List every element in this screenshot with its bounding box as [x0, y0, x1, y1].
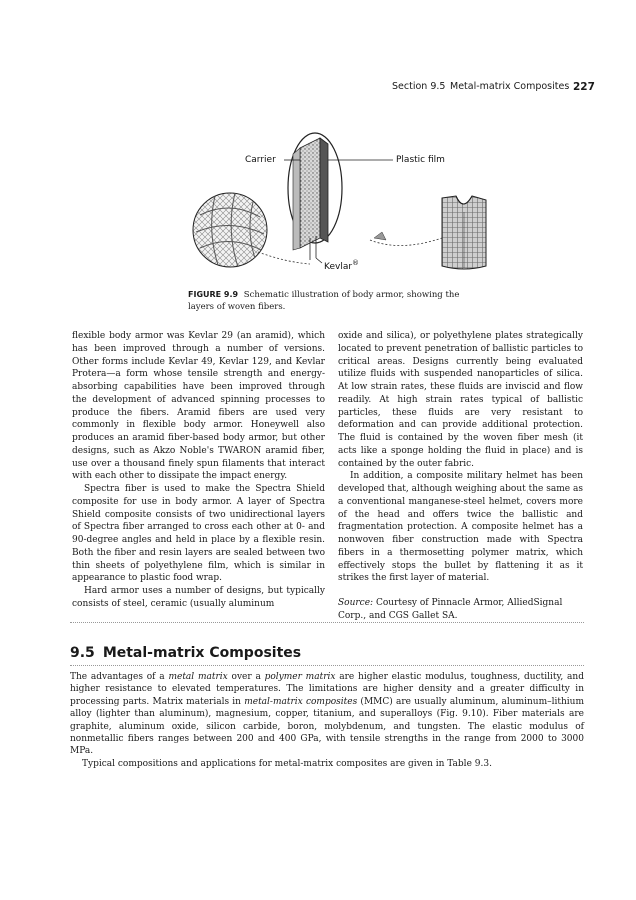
section-title: Metal-matrix Composites	[102, 645, 302, 661]
section-body	[70, 671, 584, 770]
text-run: over a	[227, 672, 265, 682]
figure-number: FIGURE 9.9	[188, 290, 239, 299]
source-text: Courtesy of Pinnacle Armor, AlliedSignal Corp., and CGS Gallet SA.	[338, 598, 563, 621]
text-run: The advantages of a	[70, 672, 169, 682]
figure-body-armor	[160, 120, 490, 285]
page-number: 227	[573, 81, 595, 93]
figure-caption-text: Schematic illustration of body armor, showing the layers of woven fibers.	[188, 290, 460, 312]
armor-layer-stack	[288, 133, 342, 260]
left-paragraph-2: Spectra fiber is used to make the Spectra Shield composite for use in body armor. A layer of Spectra Shield composite consists of two unidirectional layers of Spectra fiber arranged to cross each other at 0- and 90-degree angles and held in place by a flexible resin. Both the fiber and resin layers are sealed between two thin sheets of polyethylene film, which is similar in appearance to plastic food wrap.	[72, 484, 325, 584]
armor-vest	[370, 196, 486, 269]
source-label: Source:	[338, 598, 374, 608]
label-carrier: Carrier	[245, 155, 276, 165]
running-head	[0, 81, 636, 95]
term-metal-matrix: metal matrix	[168, 672, 228, 682]
label-kevlar-text: Kevlar	[324, 262, 353, 272]
section-heading-rule	[70, 665, 584, 666]
running-head-title: Metal-matrix Composites	[450, 81, 570, 92]
running-head-section: Section 9.5	[392, 81, 446, 92]
section-heading	[70, 645, 301, 663]
term-polymer-matrix: polymer matrix	[264, 672, 336, 682]
registered-mark: ®	[352, 259, 360, 267]
section-paragraph-1	[70, 671, 584, 758]
left-paragraph-1: flexible body armor was Kevlar 29 (an aramid), which has been improved through a number of versions. Other forms include Kevlar 49, Kevlar 129, and Kevlar Protera—a form whose tensile strength and energy-absorbing capabilities have been improved through the development of advanced spinning processes to produce the fibers. Aramid fibers are used very commonly in flexible body armor. Honeywell also produces an aramid fiber-based body armor, but other designs, such as Akzo Noble's TWARON aramid fiber, use over a thousand finely spun filaments that interact with each other to dissipate the impact energy.	[72, 331, 325, 482]
right-column	[338, 330, 583, 623]
woven-fiber-detail	[193, 193, 310, 267]
left-column	[72, 330, 325, 611]
box-end-rule	[70, 622, 584, 623]
right-paragraph-1: oxide and silica), or polyethylene plates strategically located to prevent penetration of ballistic particles to critical areas. Designs currently being evaluated utilize fluids with suspended nanoparticles of silica. At low strain rates, these fluids are inviscid and flow readily. At high strain rates typical of ballistic particles, these fluids are very resistant to deformation and can provide additional protection. The fluid is contained by the woven fiber mesh (it acts like a sponge holding the fluid in place) and is contained by the outer fabric.	[338, 331, 583, 469]
right-paragraph-2: In addition, a composite military helmet has been developed that, although weighing about the same as a conventional manganese-steel helmet, covers more of the head and offers twice the ballistic and fragmentation protection. A composite helmet has a nonwoven fiber construction made with Spectra fibers in a thermosetting polymer matrix, which effectively stops the bullet by flattening it as it strikes the first layer of material.	[338, 471, 583, 584]
left-paragraph-3: Hard armor uses a number of designs, but typically consists of steel, ceramic (usually aluminum	[72, 586, 325, 609]
label-kevlar	[324, 259, 359, 272]
text-run: are higher elastic modulus, toughness, ductility, and higher resistance to elevated temperatures. The limitations are higher density and a greater difficulty in processing parts. Matrix materials in	[70, 672, 584, 707]
figure-caption	[188, 289, 488, 313]
term-metal-matrix-composites: metal-matrix composites	[244, 696, 358, 707]
kevlar-leader	[316, 258, 322, 263]
section-paragraph-2: Typical compositions and applications for metal-matrix composites are given in Table 9.3.	[82, 758, 492, 769]
source-note	[338, 597, 583, 623]
text-run: (MMC) are usually aluminum, aluminum–lithium alloy (lighter than aluminum), magnesium, copper, titanium, and superalloys (Fig. 9.10). Fiber materials are graphite, aluminum oxide, silicon carbide, boron, molybdenum, and tungsten. The elastic modulus of nonmetallic fibers ranges between 200 and 400 GPa, with tensile strengths in the range from 2000 to 3000 MPa.	[70, 696, 584, 757]
label-plastic-film: Plastic film	[396, 155, 445, 165]
section-number: 9.5	[70, 645, 95, 661]
